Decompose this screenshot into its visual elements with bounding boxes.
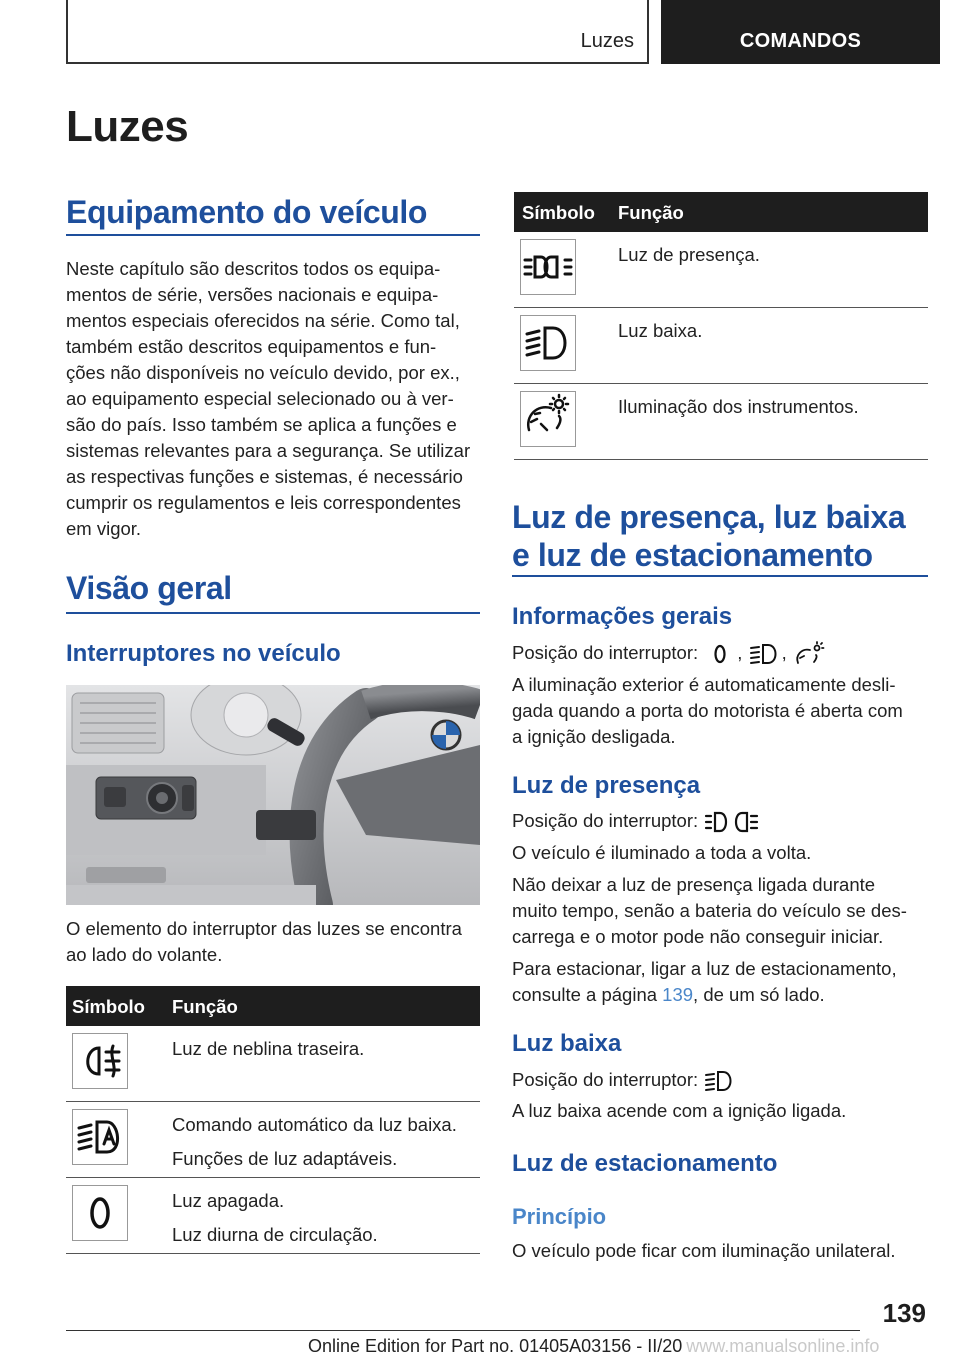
table-row: [514, 384, 928, 460]
parking-light-icon: [520, 239, 576, 295]
row-function: Luz de neblina traseira.: [172, 1038, 365, 1059]
low-beam-text: A luz baixa acende com a ignição ligada.: [512, 1100, 847, 1121]
parking-text: O veículo pode ficar com iluminação unilateral.: [512, 1240, 896, 1261]
low-beam-heading: Luz baixa: [512, 1030, 622, 1057]
instrument-lighting-icon: [792, 641, 826, 667]
general-info-heading: Informações gerais: [512, 603, 733, 630]
header-chapter-label: COMANDOS: [739, 30, 862, 52]
general-info-text: A iluminação exterior é automaticamente desli- gada quando a porta do motorista é aberta com a ignição desligada.: [512, 674, 903, 747]
row-function: Funções de luz adaptáveis.: [172, 1148, 398, 1169]
presence-lowbeam-heading: Luz de presença, luz baixa e luz de estacionamento: [512, 499, 906, 573]
row-function: Iluminação dos instrumentos.: [618, 396, 859, 417]
table-row: [514, 308, 928, 384]
low-beam-switch-position: Posição do interruptor:: [512, 1067, 932, 1094]
low-beam-icon: [703, 1068, 737, 1094]
vehicle-equipment-heading: Equipamento do veículo: [66, 194, 428, 230]
row-function: Luz apagada.: [172, 1190, 285, 1211]
page-title: Luzes: [66, 102, 189, 151]
table-header: [66, 986, 480, 1026]
symbol-table-left: [66, 986, 480, 1254]
row-function: Luz diurna de circulação.: [172, 1224, 378, 1245]
overview-heading: Visão geral: [66, 570, 232, 606]
heading-rule: [66, 234, 480, 236]
lights-off-icon: [703, 641, 737, 667]
row-function: Comando automático da luz baixa.: [172, 1114, 457, 1135]
presence-text-2: Não deixar a luz de presença ligada durante muito tempo, senão a bateria do veículo se des- carrega e o motor pode não conseguir iniciar.: [512, 874, 907, 947]
header-chapter-tab: [661, 0, 940, 64]
table-row: [66, 1102, 480, 1178]
table-row: [66, 1178, 480, 1254]
symbol-table-right: [514, 192, 928, 460]
heading-rule: [512, 575, 928, 577]
principle-heading: Princípio: [512, 1204, 607, 1229]
parking-light-icon: [703, 809, 763, 835]
vehicle-equipment-text: Neste capítulo são descritos todos os equipa- mentos de série, versões nacionais e equipa- mentos especiais oferecidos na série. Como tal, também estão descritos equipamentos e fun- ções não disponíveis no veículo devido, por ex., ao equipamento especial selecionado ou à ver- são do país. Isso também se aplica a funções e sistemas relevantes para a segurança. Se utilizar as respectivas funções e sistemas, é necessário cumprir os regulamentos e leis correspondentes em vigor.: [66, 258, 471, 539]
switches-subheading: Interruptores no veículo: [66, 640, 341, 667]
auto-headlight-icon: [72, 1109, 128, 1165]
presence-text-3: Para estacionar, ligar a luz de estacionamento, consulte a página 139, de um só lado.: [512, 958, 897, 1005]
footer-edition: Online Edition for Part no. 01405A03156 - II/20 www.manualsonline.info: [308, 1336, 880, 1356]
switch-location-caption: O elemento do interruptor das luzes se encontra ao lado do volante.: [66, 918, 462, 965]
page-link[interactable]: 139: [662, 984, 694, 1005]
rear-fog-light-icon: [72, 1033, 128, 1089]
row-function: Luz de presença.: [618, 244, 760, 265]
page-number: 139: [882, 1298, 926, 1328]
general-switch-positions: Posição do interruptor: , ,: [512, 640, 932, 667]
light-switch-photo: [66, 685, 480, 905]
lights-off-icon: [72, 1185, 128, 1241]
footer-rule: [66, 1330, 860, 1331]
heading-rule: [66, 612, 480, 614]
table-row: [514, 232, 928, 308]
low-beam-icon: [520, 315, 576, 371]
row-function: Luz baixa.: [618, 320, 703, 341]
presence-switch-position: Posição do interruptor:: [512, 808, 932, 835]
presence-text-1: O veículo é iluminado a toda a volta.: [512, 842, 812, 863]
presence-light-heading: Luz de presença: [512, 772, 701, 799]
table-row: [66, 1026, 480, 1102]
col-function: Função: [618, 202, 684, 223]
header-section-label: Luzes: [580, 30, 634, 52]
header-section-tab: [66, 0, 649, 64]
table-header: [514, 192, 928, 232]
col-symbol: Símbolo: [72, 996, 145, 1017]
footer-watermark: www.manualsonline.info: [686, 1336, 880, 1356]
instrument-lighting-icon: [520, 391, 576, 447]
col-function: Função: [172, 996, 238, 1017]
col-symbol: Símbolo: [522, 202, 595, 223]
parking-light-heading: Luz de estacionamento: [512, 1150, 778, 1177]
low-beam-icon: [748, 641, 782, 667]
